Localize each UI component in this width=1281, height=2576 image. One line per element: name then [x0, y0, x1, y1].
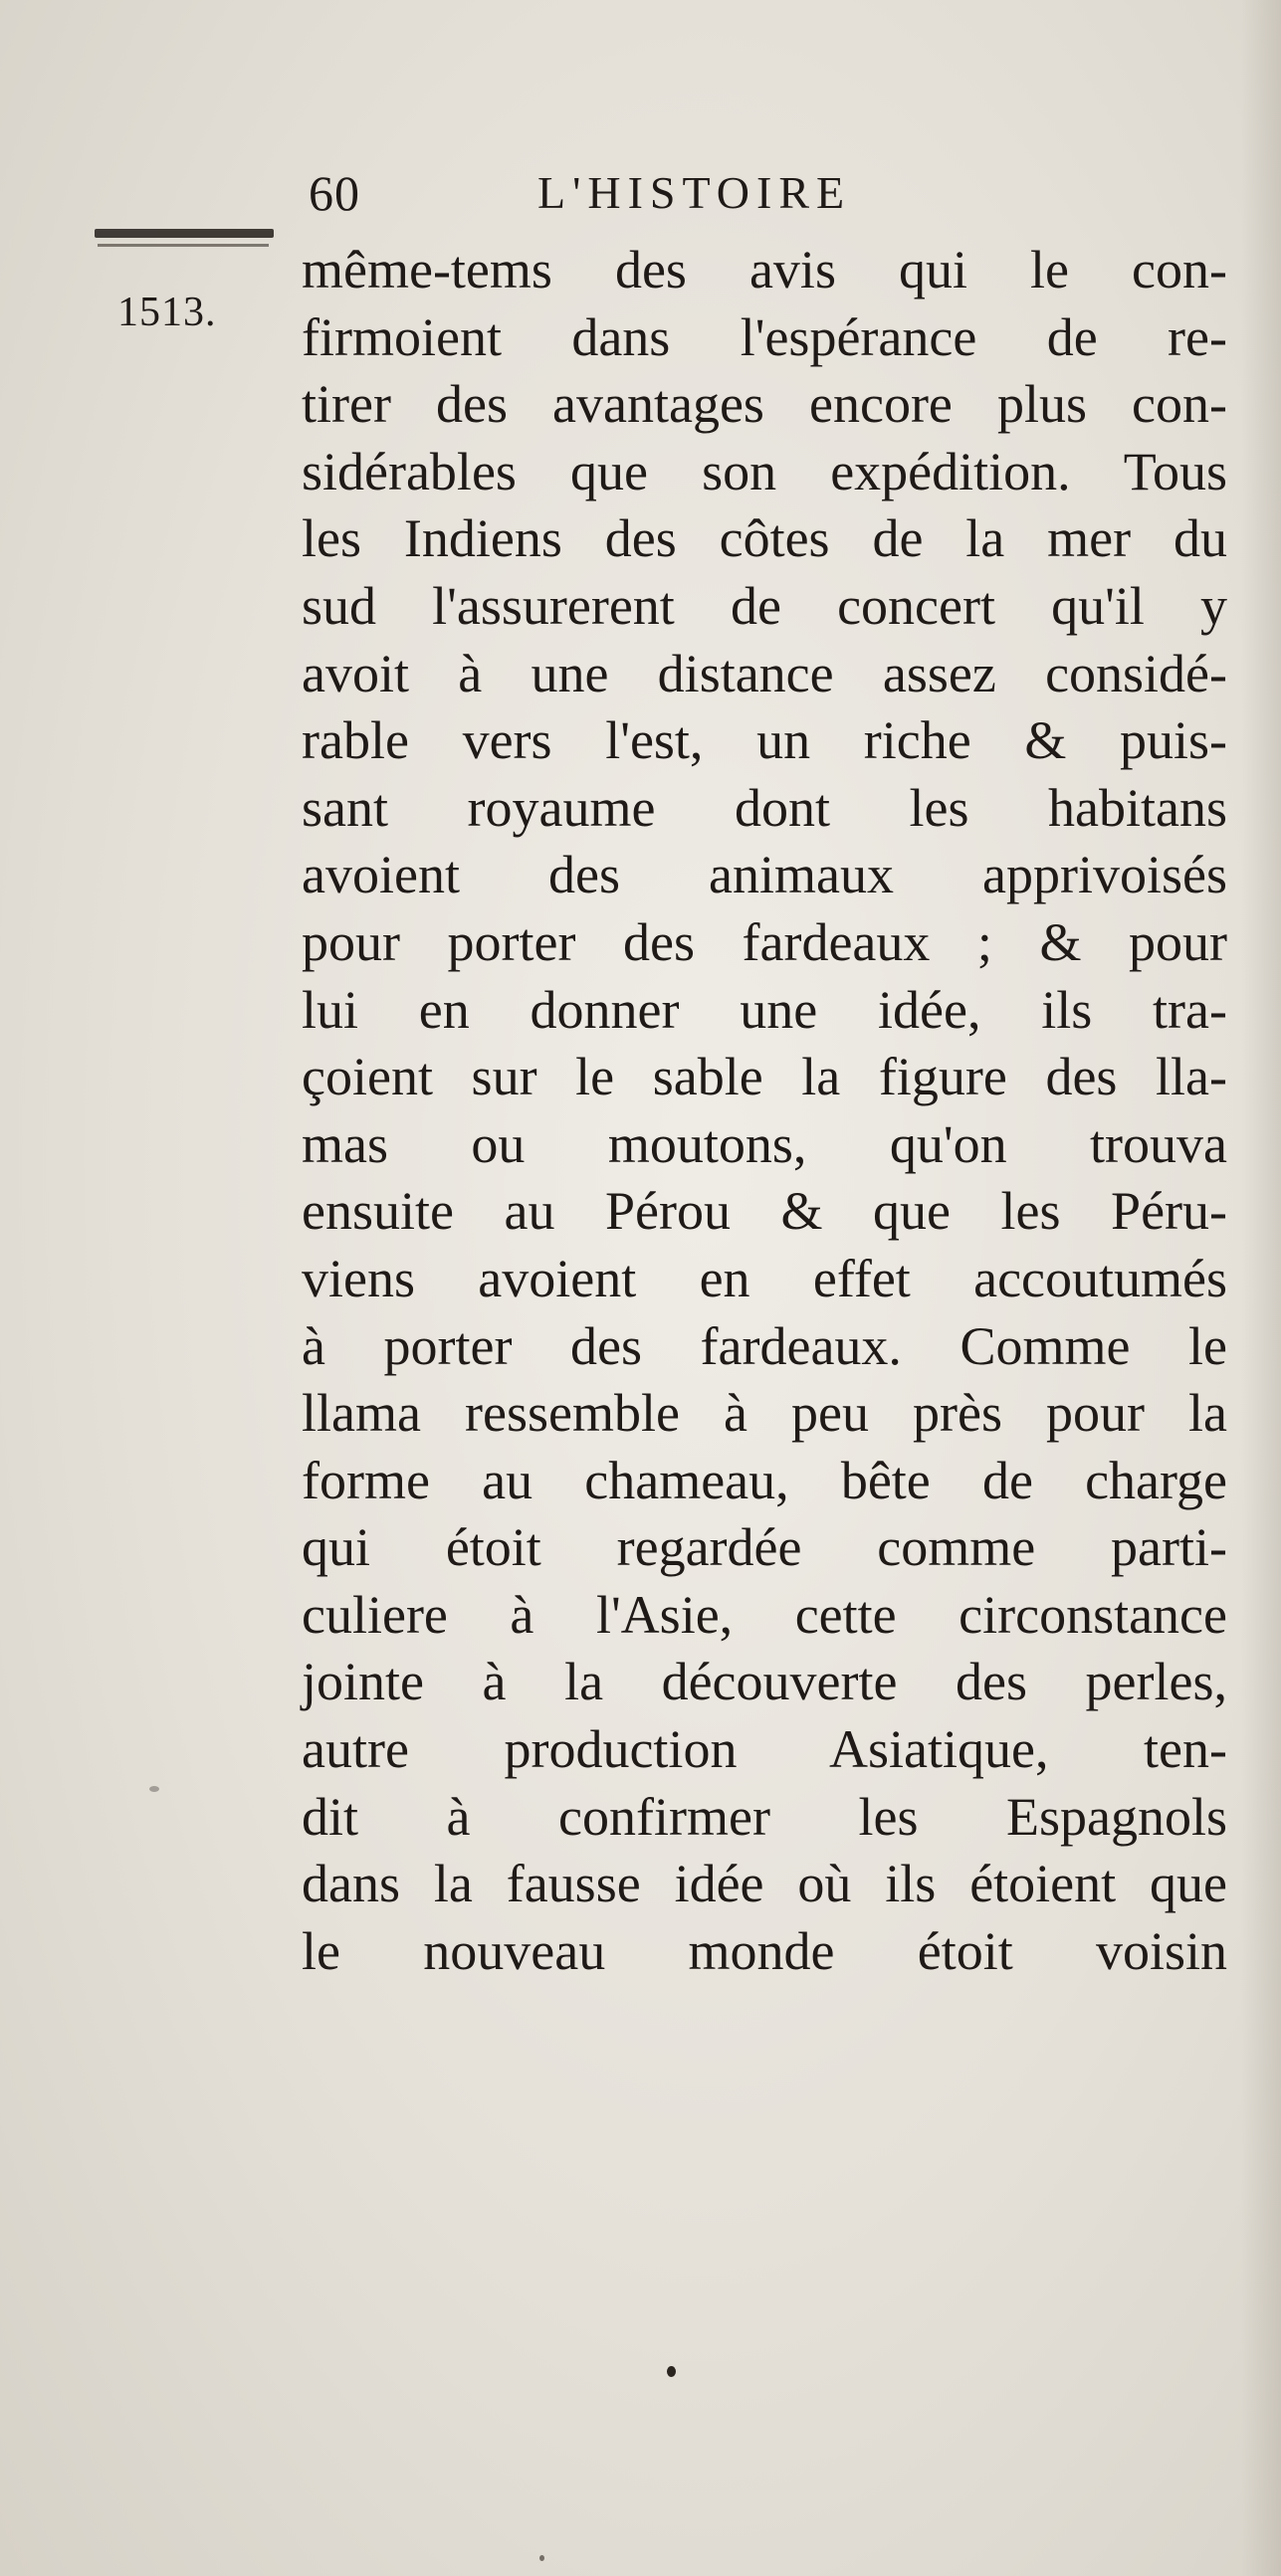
text-line: à porter des fardeaux. Comme le	[302, 1315, 1227, 1376]
text-line: sant royaume dont les habitans	[302, 777, 1227, 838]
margin-rule-underline	[98, 244, 269, 247]
text-line: avoit à une distance assez considé-	[302, 643, 1227, 703]
body-text	[302, 237, 1227, 1985]
text-line: rable vers l'est, un riche & puis-	[302, 710, 1227, 771]
running-title: L'HISTOIRE	[537, 167, 852, 218]
text-line: tirer des avantages encore plus con-	[302, 374, 1227, 435]
text-line: viens avoient en effet accoutumés	[302, 1248, 1227, 1308]
gutter-shadow	[1241, 0, 1281, 2576]
margin-rule	[95, 229, 274, 238]
text-line: le nouveau monde étoit voisin	[302, 1920, 1227, 1981]
running-head	[299, 164, 1234, 234]
page-number: 60	[309, 165, 360, 221]
text-line: avoient des animaux apprivoisés	[302, 845, 1227, 905]
ink-speck	[149, 1786, 159, 1792]
text-line: mas ou moutons, qu'on trouva	[302, 1113, 1227, 1174]
ink-speck	[539, 2555, 544, 2561]
ink-speck	[667, 2366, 676, 2377]
text-line: qui étoit regardée comme parti-	[302, 1517, 1227, 1578]
text-line: autre production Asiatique, ten-	[302, 1719, 1227, 1780]
text-line: sud l'assurerent de concert qu'il y	[302, 575, 1227, 636]
text-line: culiere à l'Asie, cette circonstance	[302, 1584, 1227, 1645]
text-line: forme au chameau, bête de charge	[302, 1450, 1227, 1510]
text-line: firmoient dans l'espérance de re-	[302, 306, 1227, 367]
text-line: çoient sur le sable la figure des lla-	[302, 1047, 1227, 1107]
text-line: jointe à la découverte des perles,	[302, 1652, 1227, 1712]
text-line: lui en donner une idée, ils tra-	[302, 979, 1227, 1040]
margin-year-note: 1513.	[117, 290, 217, 335]
text-line: dit à confirmer les Espagnols	[302, 1786, 1227, 1847]
text-line: dans la fausse idée où ils étoient que	[302, 1854, 1227, 1914]
text-line: même-tems des avis qui le con-	[302, 240, 1227, 299]
text-line: ensuite au Pérou & que les Péru-	[302, 1181, 1227, 1242]
text-line: llama ressemble à peu près pour la	[302, 1383, 1227, 1444]
text-line: pour porter des fardeaux ; & pour	[302, 911, 1227, 972]
text-line: sidérables que son expédition. Tous	[302, 441, 1227, 501]
text-line: les Indiens des côtes de la mer du	[302, 508, 1227, 569]
